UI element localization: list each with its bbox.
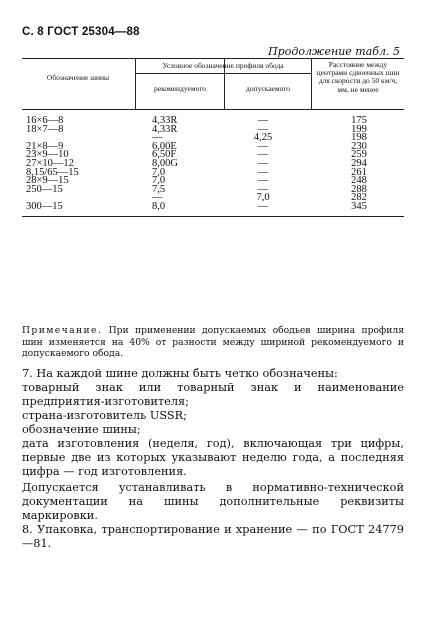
item-date: дата изготовления (неделя, год), включающая три цифры, первые две из которых указывают неделю года, а последняя цифра — год изготовления.: [22, 437, 404, 478]
table-cell: —: [257, 166, 269, 178]
header-rim-profile-group: Условное обозначение профиля обода: [162, 61, 284, 70]
table-row: [22, 177, 404, 186]
table-row: [22, 183, 404, 195]
item-country: страна-изготовитель USSR;: [22, 409, 187, 422]
header-recommended: рекомендуемого: [154, 84, 206, 93]
paragraph-8: 8. Упаковка, транспортирование и хранение — по ГОСТ 24779—81.: [22, 523, 404, 550]
table-cell: —: [152, 192, 163, 204]
table-cell: 230: [351, 140, 367, 152]
table-cell: 175: [351, 115, 367, 126]
paragraph-permitted: Допускается устанавливать в нормативно-технической документации на шины дополнительные реквизиты маркировки.: [22, 481, 404, 522]
table-cell: 282: [351, 192, 367, 204]
table-row: [22, 166, 404, 178]
table-note: [22, 325, 404, 360]
table-row: [22, 117, 404, 126]
table-cell: 8,15/65—15: [26, 166, 79, 178]
table-cell: —: [257, 200, 269, 212]
table-row: [22, 194, 404, 203]
table-cell: 259: [351, 149, 367, 161]
table-bottom-rule: [22, 216, 404, 217]
table-cell: 288: [351, 183, 367, 195]
table-cell: 8,0: [152, 200, 166, 212]
table-cell: —: [152, 132, 163, 144]
table-cell: 16×6—8: [26, 115, 64, 126]
table-cell: 4,33R: [152, 123, 178, 135]
table-cell: 6,50F: [152, 149, 177, 161]
table-cell: 261: [351, 166, 367, 178]
table-cell: 7,0: [152, 166, 166, 178]
table-cell: 198: [351, 132, 367, 144]
table-continuation-label: Продолжение табл. 5: [268, 45, 400, 58]
table-cell: —: [257, 115, 269, 126]
table-cell: 7,0: [256, 192, 270, 204]
header-dual-tire-distance: Расстояние между центрами сдвоенных шин для скорости до 50 км/ч, мм, не менее: [316, 60, 400, 94]
table-header: [22, 58, 404, 110]
table-cell: 4,33R: [152, 115, 178, 126]
table-cell: 294: [351, 157, 367, 169]
header-permissible: допускаемого: [246, 84, 290, 93]
table-cell: 18×7—8: [26, 123, 64, 135]
table-cell: 300—15: [26, 200, 63, 212]
table-cell: 27×10—12: [26, 157, 74, 169]
table-cell: 23×9—10: [26, 149, 69, 161]
table-cell: —: [257, 123, 269, 135]
page-title: С. 8 ГОСТ 25304—88: [22, 26, 140, 38]
item-designation: обозначение шины;: [22, 423, 141, 436]
table-row: [22, 140, 404, 152]
item-trademark: товарный знак или товарный знак и наименование предприятия-изготовителя;: [22, 381, 404, 408]
table-cell: —: [257, 183, 269, 195]
table-cell: 248: [351, 175, 367, 187]
table-cell: 7,5: [152, 183, 166, 195]
table-cell: 6,00E: [152, 140, 177, 152]
table-row: [22, 151, 404, 160]
table-cell: 8,00G: [152, 157, 178, 169]
table-cell: —: [257, 157, 269, 169]
paragraph-7: 7. На каждой шине должны быть четко обозначены:: [22, 367, 338, 380]
note-lead: Примечание.: [22, 325, 103, 336]
table-cell: 4,25: [253, 132, 273, 144]
table-body: [22, 117, 404, 212]
table-cell: —: [257, 140, 269, 152]
table-cell: 199: [351, 123, 367, 135]
table-row: [22, 134, 404, 143]
table-cell: 345: [351, 200, 367, 212]
tire-rim-table: [22, 58, 404, 217]
table-cell: —: [257, 149, 269, 161]
note-text: При применении допускаемых ободьев ширина профиля шин изменяется на 40% от разности между шириной рекомендуемого и допускаемого обода.: [22, 325, 404, 360]
table-cell: 7,0: [152, 175, 166, 187]
table-cell: 21×8—9: [26, 140, 64, 152]
table-row: [22, 200, 404, 212]
table-cell: —: [257, 175, 269, 187]
table-row: [22, 157, 404, 169]
table-cell: 28×9—15: [26, 175, 69, 187]
table-cell: 250—15: [26, 183, 63, 195]
table-row: [22, 123, 404, 135]
header-tire-designation: Обозначение шины: [46, 73, 110, 82]
